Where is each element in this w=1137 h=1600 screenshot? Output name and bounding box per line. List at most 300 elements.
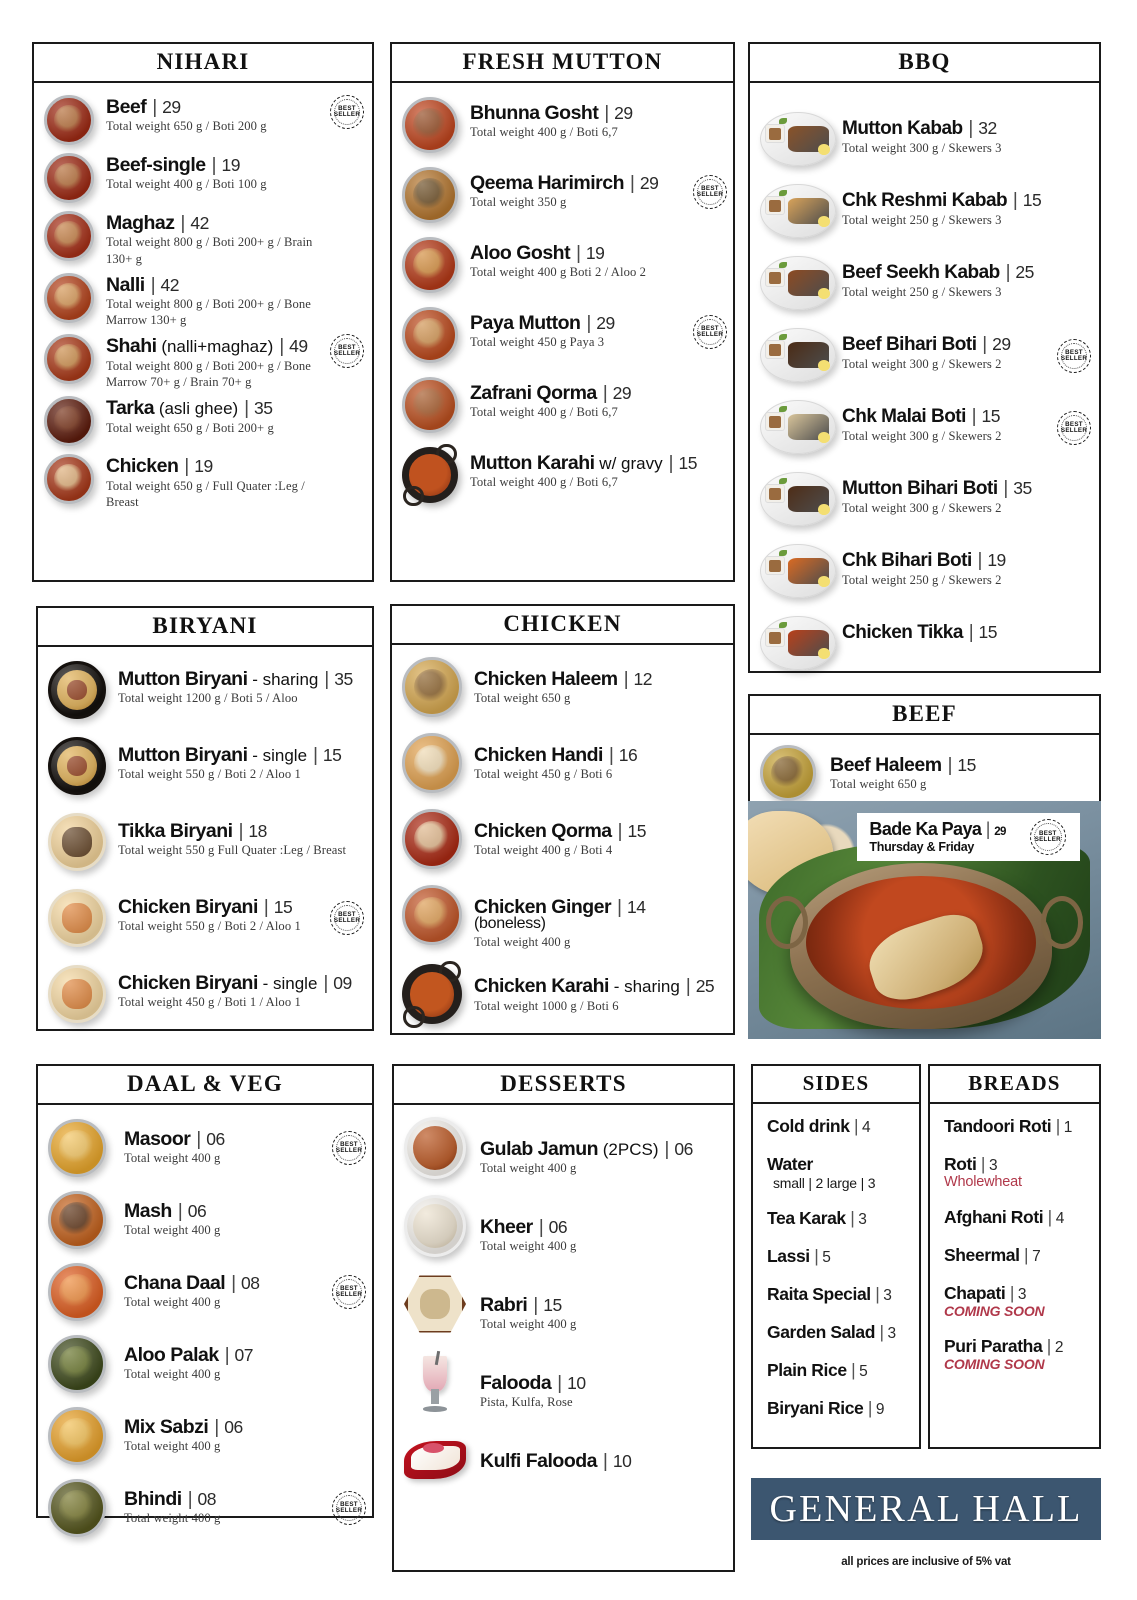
item-label: Tea Karak <box>767 1208 846 1228</box>
menu-item[interactable] <box>402 447 723 505</box>
item-price: 15 <box>538 1295 562 1315</box>
item-label: Masoor <box>124 1128 191 1150</box>
food-thumbnail <box>760 461 836 537</box>
general-hall-label: GENERAL HALL <box>769 1488 1083 1530</box>
menu-item-name: Qeema Harimirch | 29 <box>470 172 659 194</box>
menu-item[interactable] <box>760 173 1089 251</box>
menu-item-name: Puri Paratha | 2 <box>944 1336 1064 1356</box>
best-seller-badge <box>330 95 364 129</box>
food-thumbnail <box>404 1195 466 1257</box>
item-price: 15 <box>269 897 293 917</box>
item-qualifier: - single <box>247 746 308 765</box>
best-seller-badge: BEST SELLER <box>1030 819 1066 855</box>
item-label: Mash <box>124 1200 172 1222</box>
item-price: 7 <box>1028 1248 1041 1265</box>
item-label: Aloo Palak <box>124 1344 219 1366</box>
item-label: Chicken Handi <box>474 744 603 766</box>
menu-item-name: Rabri | 15 <box>480 1294 562 1316</box>
menu-item[interactable] <box>767 1208 907 1229</box>
menu-item-name: Chk Bihari Boti | 19 <box>842 550 1006 571</box>
menu-item-details: Pista, Kulfa, Rose <box>480 1395 573 1410</box>
menu-item-name: Shahi (nalli+maghaz) | 49 <box>106 335 308 358</box>
menu-item-details: Total weight 400 g / Boti 6,7 <box>470 405 618 420</box>
item-label: Qeema Harimirch <box>470 172 624 194</box>
menu-item-name: Afghani Roti | 4 <box>944 1207 1064 1227</box>
food-thumbnail <box>44 95 94 145</box>
menu-item-details: Total weight 800 g / Boti 200+ g / Bone Marrow 70+ g / Brain 70+ g <box>106 358 311 389</box>
section-title-desserts: DESSERTS <box>394 1066 733 1105</box>
menu-item[interactable] <box>767 1154 907 1191</box>
menu-item[interactable] <box>402 237 723 295</box>
menu-item-name: Chicken Biryani | 15 <box>118 896 293 918</box>
menu-item[interactable] <box>767 1360 907 1381</box>
item-price: 49 <box>284 336 308 357</box>
food-thumbnail <box>402 733 462 793</box>
item-price: 2 <box>1050 1339 1064 1356</box>
badge-line-2: SELLER <box>1060 355 1088 362</box>
promo-days: Thursday & Friday <box>869 840 975 855</box>
item-label: Kulfi Falooda <box>480 1450 597 1472</box>
menu-item[interactable] <box>48 1191 362 1251</box>
menu-item-name: Tandoori Roti | 1 <box>944 1116 1072 1136</box>
menu-item-name: Kulfi Falooda | 10 <box>480 1450 632 1472</box>
item-label: Lassi <box>767 1246 810 1266</box>
menu-item-details: Total weight 400 g / Boti 6,7 <box>470 475 618 490</box>
menu-item[interactable] <box>48 1263 362 1323</box>
item-label: Mutton Biryani <box>118 744 248 766</box>
best-seller-badge <box>1057 411 1091 445</box>
item-qualifier: (nalli+maghaz) <box>156 337 274 357</box>
item-label: Nalli <box>106 273 145 296</box>
best-seller-badge <box>330 334 364 368</box>
menu-item-name: Mutton Biryani - single | 15 <box>118 744 342 766</box>
food-thumbnail <box>402 377 458 433</box>
item-price: 15 <box>977 406 1000 426</box>
item-label: Tikka Biryani <box>118 820 233 842</box>
food-thumbnail <box>48 813 106 871</box>
food-thumbnail <box>402 809 462 869</box>
item-price: 35 <box>1008 478 1032 498</box>
menu-item[interactable] <box>767 1246 907 1267</box>
food-thumbnail <box>44 334 94 384</box>
food-thumbnail <box>760 101 836 177</box>
item-price: 4 <box>858 1119 871 1136</box>
menu-item[interactable] <box>767 1116 907 1137</box>
item-price: 06 <box>544 1217 568 1237</box>
menu-item-name: Kheer | 06 <box>480 1216 568 1238</box>
menu-item-name: Tikka Biryani | 18 <box>118 820 267 842</box>
menu-item-details: Total weight 800 g / Boti 200+ g / Bone Marrow 130+ g <box>106 297 311 328</box>
item-price: 5 <box>855 1363 868 1380</box>
section-title-bbq: BBQ <box>750 44 1099 83</box>
menu-item[interactable] <box>48 1119 362 1179</box>
item-price: 15 <box>974 622 997 642</box>
badge-line-1: BEST <box>1065 420 1083 428</box>
menu-item[interactable] <box>404 1195 723 1259</box>
item-price: 42 <box>156 274 179 295</box>
menu-item[interactable] <box>44 95 362 147</box>
item-price: 25 <box>1011 262 1034 282</box>
menu-item-details: Total weight 450 g / Boti 6 <box>474 767 613 782</box>
item-price: 29 <box>635 173 659 193</box>
promo-pan-handle-left <box>766 896 808 948</box>
menu-item[interactable] <box>944 1116 1087 1137</box>
section-beef <box>748 694 1101 1035</box>
menu-item-details: Total weight 800 g / Boti 200+ g / Brain 130+ g <box>106 235 313 266</box>
menu-item-details: Total weight 650 g <box>830 777 927 792</box>
badge-line-1: BEST <box>701 324 719 332</box>
menu-item[interactable] <box>44 454 362 510</box>
item-price: 9 <box>871 1401 885 1418</box>
menu-item[interactable] <box>760 317 1089 395</box>
menu-item[interactable] <box>404 1117 723 1181</box>
menu-item-details: Total weight 400 g <box>480 1239 577 1254</box>
item-label: Chana Daal <box>124 1272 226 1294</box>
menu-item-name: Plain Rice | 5 <box>767 1360 868 1380</box>
menu-item[interactable] <box>760 745 1089 803</box>
food-thumbnail <box>402 885 462 945</box>
menu-item[interactable] <box>44 273 362 329</box>
section-title-nihari: NIHARI <box>34 44 372 83</box>
food-thumbnail <box>44 211 94 261</box>
item-price: 35 <box>329 669 353 689</box>
item-label: Chicken Tikka <box>842 622 963 643</box>
item-label: Water <box>767 1154 813 1174</box>
promo-price: 29 <box>994 825 1006 838</box>
menu-item-details: Total weight 400 g <box>124 1367 221 1382</box>
menu-item-details: Total weight 650 g / Boti 200+ g <box>106 420 274 435</box>
menu-item-details: Total weight 450 g Paya 3 <box>470 335 605 350</box>
food-thumbnail <box>760 245 836 321</box>
menu-item[interactable] <box>44 211 362 267</box>
menu-item-name: Raita Special | 3 <box>767 1284 892 1304</box>
menu-item-name: Aloo Palak | 07 <box>124 1344 254 1366</box>
section-title-beef: BEEF <box>750 696 1099 735</box>
item-label: Roti <box>944 1154 977 1174</box>
menu-item-note: COMING SOON <box>944 1356 1045 1372</box>
food-thumbnail <box>402 657 462 717</box>
item-label: Garden Salad <box>767 1322 876 1342</box>
menu-item-name: Beef Seekh Kabab | 25 <box>842 262 1034 283</box>
menu-item[interactable] <box>48 661 362 721</box>
menu-item[interactable] <box>44 153 362 205</box>
menu-item-name: Chicken Handi | 16 <box>474 744 638 766</box>
badge-line-1: BEST <box>340 1500 358 1508</box>
item-price: 32 <box>973 118 997 138</box>
promo-label: Bade Ka Paya | 29 Thursday & Friday BEST SELLER <box>857 813 1079 861</box>
item-label: Puri Paratha <box>944 1336 1043 1356</box>
section-daal-veg <box>36 1064 374 1526</box>
item-qualifier: w/ gravy <box>594 454 663 473</box>
menu-item-details: Total weight 550 g Full Quater :Leg / Breast <box>118 843 347 858</box>
menu-item-name: Mutton Kabab | 32 <box>842 118 997 139</box>
food-thumbnail <box>760 389 836 465</box>
item-label: Mutton Bihari Boti <box>842 478 998 499</box>
item-price: 35 <box>249 398 273 419</box>
food-thumbnail <box>402 447 458 503</box>
item-qualifier: - sharing <box>608 977 680 997</box>
section-breads <box>928 1064 1101 1449</box>
menu-item-name: Chicken Ginger | 14 <box>474 896 646 918</box>
section-fresh-mutton <box>390 42 735 582</box>
food-thumbnail <box>402 307 458 363</box>
menu-item-name: Maghaz | 42 <box>106 212 209 234</box>
item-label: Beef Seekh Kabab <box>842 262 1000 283</box>
item-price: 1 <box>1059 1119 1072 1136</box>
menu-item[interactable] <box>402 733 723 795</box>
menu-item-qualifier-line: (boneless) <box>474 915 546 933</box>
item-label: Falooda <box>480 1372 552 1394</box>
item-price: 15 <box>623 821 646 841</box>
badge-line-2: SELLER <box>335 1147 363 1154</box>
food-thumbnail <box>48 889 106 947</box>
food-thumbnail <box>760 317 836 393</box>
best-seller-badge <box>1057 339 1091 373</box>
badge-line-2: SELLER <box>333 917 361 924</box>
food-thumbnail <box>760 173 836 249</box>
menu-item[interactable] <box>402 377 723 435</box>
best-seller-badge <box>693 315 727 349</box>
menu-item[interactable] <box>944 1283 1087 1319</box>
item-price: 18 <box>244 821 267 841</box>
menu-item[interactable] <box>944 1154 1087 1190</box>
menu-item-name: Paya Mutton | 29 <box>470 312 615 334</box>
menu-item[interactable] <box>760 101 1089 179</box>
item-label: Chk Malai Boti <box>842 406 966 427</box>
food-thumbnail <box>48 1191 106 1249</box>
menu-item[interactable] <box>402 97 723 155</box>
item-label: Mutton Karahi <box>470 452 595 474</box>
menu-item[interactable] <box>760 245 1089 323</box>
menu-item-name: Chicken | 19 <box>106 455 213 478</box>
promo-paya-bone <box>861 907 992 1009</box>
menu-item-name: Mutton Biryani - sharing | 35 <box>118 668 353 690</box>
item-price: 06 <box>201 1129 225 1149</box>
menu-item-name: Tea Karak | 3 <box>767 1208 867 1228</box>
menu-item[interactable] <box>760 389 1089 467</box>
menu-item-name: Chicken Qorma | 15 <box>474 820 646 842</box>
menu-item-details: Total weight 250 g / Skewers 2 <box>842 572 1002 587</box>
item-price: 19 <box>982 550 1006 570</box>
menu-item-name: Chapati | 3 <box>944 1283 1027 1303</box>
menu-item-details: Total weight 300 g / Skewers 2 <box>842 428 1002 443</box>
item-label: Biryani Rice <box>767 1398 864 1418</box>
menu-item[interactable] <box>402 167 723 225</box>
menu-item-name: Masoor | 06 <box>124 1128 225 1150</box>
menu-item[interactable] <box>760 605 1089 683</box>
badge-line-2: SELLER <box>1060 427 1088 434</box>
item-label: Chk Bihari Boti <box>842 550 972 571</box>
menu-item[interactable] <box>402 307 723 365</box>
item-price: 15 <box>318 745 342 765</box>
menu-item-details: Total weight 300 g / Skewers 2 <box>842 356 1002 371</box>
menu-item[interactable] <box>402 657 723 719</box>
item-qualifier: - single <box>257 974 318 993</box>
item-label: Mutton Biryani <box>118 668 248 690</box>
menu-item-name: Mutton Bihari Boti | 35 <box>842 478 1032 499</box>
menu-item-name: Chk Malai Boti | 15 <box>842 406 1000 427</box>
menu-item[interactable] <box>402 885 723 950</box>
menu-item-details: Total weight 250 g / Skewers 3 <box>842 212 1002 227</box>
item-price: 29 <box>609 103 633 123</box>
item-price: 15 <box>1018 190 1042 210</box>
menu-item[interactable] <box>44 334 362 390</box>
menu-item-details: Total weight 400 g / Boti 100 g <box>106 177 267 192</box>
food-thumbnail <box>48 1407 106 1465</box>
food-thumbnail <box>760 533 836 609</box>
item-price: 19 <box>189 456 213 477</box>
item-price: 09 <box>328 973 352 993</box>
food-thumbnail <box>402 97 458 153</box>
food-thumbnail <box>402 237 458 293</box>
food-thumbnail <box>48 1479 106 1537</box>
item-label: Tarka <box>106 397 155 420</box>
menu-item[interactable] <box>767 1284 907 1305</box>
item-label: Mix Sabzi <box>124 1416 209 1438</box>
item-label: Cold drink <box>767 1116 850 1136</box>
item-qualifier: - sharing <box>247 670 319 689</box>
badge-line-2: SELLER <box>696 331 724 338</box>
menu-item-details: Total weight 350 g <box>470 195 567 210</box>
menu-item[interactable] <box>404 1273 723 1337</box>
item-price: 4 <box>1051 1210 1064 1227</box>
menu-item-details: Total weight 400 g <box>480 1317 577 1332</box>
item-price: 12 <box>629 669 652 689</box>
menu-item-name: Beef Haleem | 15 <box>830 754 976 776</box>
menu-item[interactable] <box>402 809 723 871</box>
menu-item-details: Total weight 300 g / Skewers 3 <box>842 140 1002 155</box>
menu-item-details: Total weight 1000 g / Boti 6 <box>474 998 619 1013</box>
menu-item-details: Total weight 650 g / Full Quater :Leg / Breast <box>106 478 305 509</box>
menu-item-details: Total weight 400 g / Boti 4 <box>474 843 613 858</box>
item-price: 29 <box>591 313 615 333</box>
promo-name: Bade Ka Paya <box>869 818 982 839</box>
menu-item-name: Gulab Jamun (2PCS) | 06 <box>480 1138 693 1160</box>
item-price: 08 <box>193 1489 216 1509</box>
section-title-biryani: BIRYANI <box>38 608 372 647</box>
item-label: Bhindi <box>124 1488 182 1510</box>
item-label: Gulab Jamun <box>480 1138 599 1160</box>
menu-item-name: Chicken Karahi - sharing | 25 <box>474 975 715 998</box>
menu-item[interactable] <box>944 1336 1087 1372</box>
section-title-sides: SIDES <box>753 1066 919 1104</box>
menu-item-name: Tarka (asli ghee) | 35 <box>106 397 273 420</box>
food-thumbnail <box>44 153 94 203</box>
menu-item[interactable] <box>404 1429 723 1493</box>
food-thumbnail <box>402 964 462 1024</box>
menu-item-details: Total weight 400 g / Boti 6,7 <box>470 125 618 140</box>
item-label: Sheermal <box>944 1245 1020 1265</box>
section-nihari <box>32 42 374 582</box>
badge-line-1: BEST <box>1065 348 1083 356</box>
food-thumbnail <box>48 965 106 1023</box>
best-seller-badge <box>332 1131 366 1165</box>
menu-item-details: Total weight 400 g <box>474 935 571 950</box>
menu-item-name: Beef | 29 <box>106 96 181 118</box>
item-label: Aloo Gosht <box>470 242 571 264</box>
item-price: 19 <box>581 243 605 263</box>
menu-item[interactable] <box>767 1322 907 1343</box>
menu-item-name: Bhindi | 08 <box>124 1488 216 1510</box>
item-label: Bhunna Gosht <box>470 102 599 124</box>
section-title-chicken: CHICKEN <box>392 606 733 645</box>
item-price: 06 <box>219 1417 243 1437</box>
item-label: Afghani Roti <box>944 1207 1044 1227</box>
menu-item[interactable] <box>48 1407 362 1467</box>
menu-item-note: Wholewheat <box>944 1174 1022 1190</box>
menu-item-name: Chicken Tikka | 15 <box>842 622 997 643</box>
food-thumbnail <box>760 745 816 801</box>
best-seller-badge <box>330 901 364 935</box>
menu-item[interactable] <box>944 1207 1087 1228</box>
menu-item-name: Chicken Biryani - single | 09 <box>118 972 352 994</box>
promo-karahi-pan <box>790 863 1051 1030</box>
item-label: Paya Mutton <box>470 312 581 334</box>
menu-item[interactable] <box>48 813 362 873</box>
food-thumbnail <box>48 1263 106 1321</box>
menu-item[interactable] <box>944 1245 1087 1266</box>
menu-item[interactable] <box>404 1351 723 1415</box>
promo-bade-ka-paya <box>748 801 1101 1039</box>
item-label: Beef Haleem <box>830 754 942 776</box>
menu-item-name: Sheermal | 7 <box>944 1245 1041 1265</box>
menu-item[interactable] <box>48 1335 362 1395</box>
food-thumbnail <box>44 273 94 323</box>
food-thumbnail <box>48 661 106 719</box>
menu-item[interactable] <box>44 396 362 448</box>
menu-item[interactable] <box>760 461 1089 539</box>
badge-line-2: SELLER <box>696 191 724 198</box>
menu-item-details: Total weight 400 g <box>124 1511 221 1526</box>
menu-item-name: Garden Salad | 3 <box>767 1322 896 1342</box>
item-label: Chicken Haleem <box>474 668 618 690</box>
promo-pan-handle-right <box>1041 896 1083 948</box>
menu-item[interactable] <box>48 737 362 797</box>
item-qualifier: (2PCS) <box>598 1140 659 1159</box>
item-label: Chicken Qorma <box>474 820 612 842</box>
menu-item[interactable] <box>402 964 723 1026</box>
menu-item-name: Bhunna Gosht | 29 <box>470 102 633 124</box>
item-price: 42 <box>186 213 209 233</box>
item-label: Kheer <box>480 1216 533 1238</box>
item-label: Beef <box>106 96 147 118</box>
item-price: 3 <box>985 1157 998 1174</box>
menu-item-details: Total weight 400 g Boti 2 / Aloo 2 <box>470 265 647 280</box>
item-price: 15 <box>674 453 697 473</box>
food-thumbnail <box>44 396 94 446</box>
menu-item-details: Total weight 300 g / Skewers 2 <box>842 500 1002 515</box>
item-label: Shahi <box>106 335 157 358</box>
menu-item-name: Mutton Karahi w/ gravy | 15 <box>470 452 697 474</box>
item-label: Beef-single <box>106 154 206 176</box>
menu-item[interactable] <box>760 533 1089 611</box>
menu-item-details: Total weight 400 g <box>124 1295 221 1310</box>
menu-item[interactable] <box>48 889 362 949</box>
menu-item[interactable] <box>48 965 362 1025</box>
menu-item-name: Mix Sabzi | 06 <box>124 1416 243 1438</box>
menu-item-name: Biryani Rice | 9 <box>767 1398 885 1418</box>
food-thumbnail <box>404 1429 466 1491</box>
food-thumbnail <box>44 454 94 504</box>
badge-line-1: BEST <box>338 344 356 352</box>
menu-item-details: Total weight 250 g / Skewers 3 <box>842 284 1002 299</box>
menu-item[interactable] <box>767 1398 907 1419</box>
vat-note: all prices are inclusive of 5% vat <box>841 1556 1011 1568</box>
badge-line-1: BEST <box>340 1284 358 1292</box>
menu-item[interactable] <box>48 1479 362 1539</box>
item-price: 3 <box>883 1325 896 1342</box>
general-hall-banner <box>751 1478 1101 1540</box>
